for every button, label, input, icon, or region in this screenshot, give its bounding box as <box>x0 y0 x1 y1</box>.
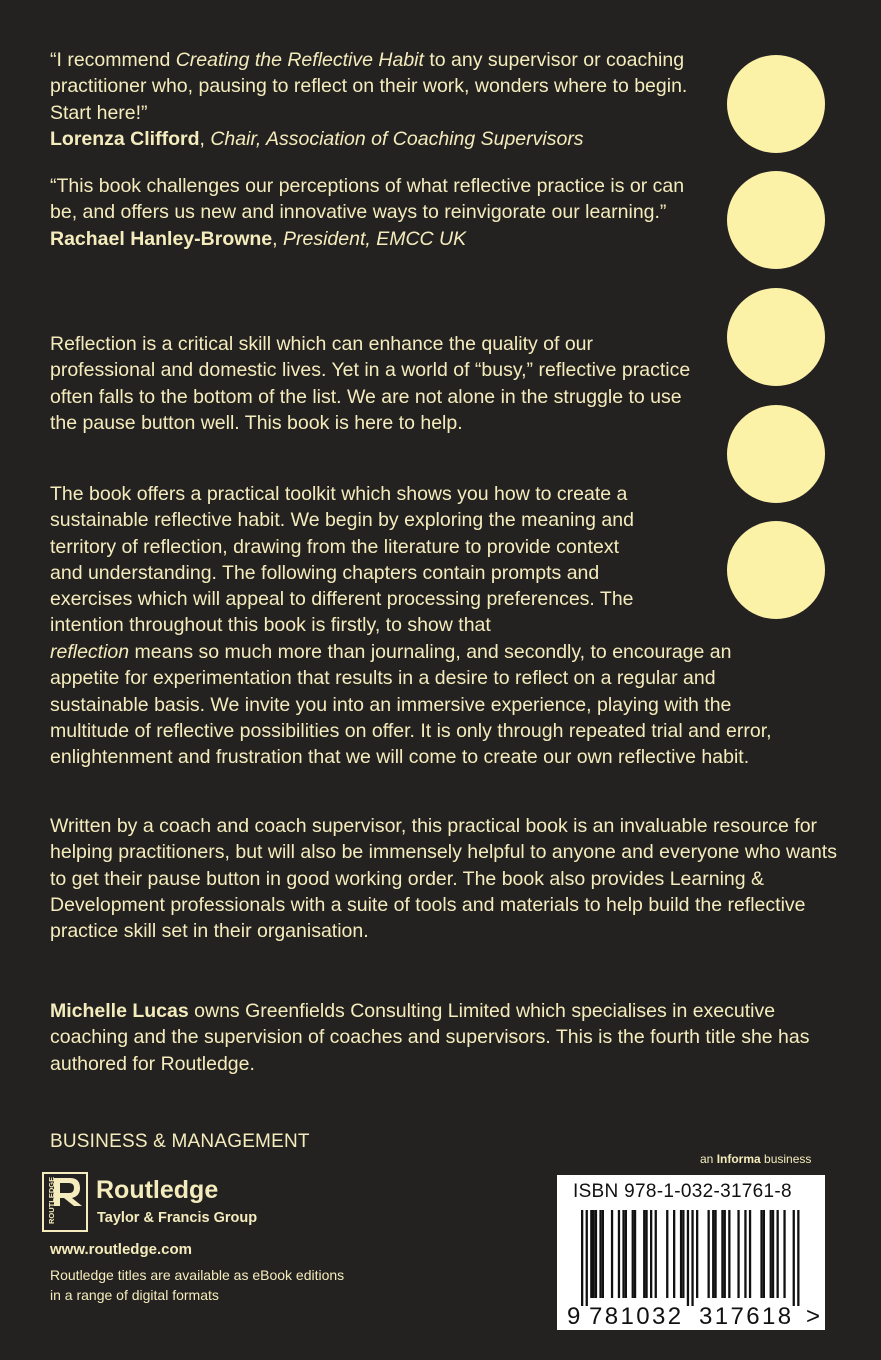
decorative-dot-5 <box>727 521 825 619</box>
barcode-bar <box>721 1210 723 1298</box>
barcode-group-1: 781032 <box>589 1303 684 1330</box>
barcode-bar <box>749 1210 751 1298</box>
barcode-group-2: 317618 <box>699 1303 794 1330</box>
description-paragraph-3: Written by a coach and coach supervisor, this practical book is an invaluable resource for helping practitioners, but will also be immensely helpful to anyone and everyone who wants to get their pause button in good working order. The book also provides Learning & Development professionals with a suite of tools and materials to help build the reflective practice skill set in their organisation. <box>50 815 837 943</box>
barcode-bar <box>737 1210 739 1298</box>
barcode-bar <box>724 1210 726 1298</box>
barcode-bar <box>714 1210 716 1298</box>
ebook-note: Routledge titles are available as eBook editions in a range of digital formats <box>50 1267 345 1303</box>
barcode-bar <box>744 1210 746 1298</box>
barcode-bar <box>590 1210 592 1298</box>
barcode-bar <box>611 1210 613 1298</box>
quote-1-book-title: Creating the Reflective Habit <box>175 49 424 71</box>
informa-pre: an <box>700 1152 717 1166</box>
barcode-bar <box>797 1210 799 1306</box>
routledge-logo-icon <box>42 1172 90 1234</box>
isbn-label: ISBN 978-1-032-31761-8 <box>573 1181 792 1202</box>
barcode-bar <box>618 1210 620 1298</box>
publisher-name: Routledge <box>96 1176 219 1204</box>
barcode-bar <box>599 1210 601 1298</box>
barcode-bar <box>777 1210 779 1298</box>
author-bio-text: owns Greenfields Consulting Limited which specialises in executive coaching and the supervision of coaches and supervisors. This is the fourth title she has authored for Routledge. <box>50 1000 810 1075</box>
logo-wordmark: ROUTLEDGE <box>47 1176 56 1224</box>
quote-1-author: Lorenza Clifford <box>50 127 200 150</box>
barcode-bar <box>772 1210 774 1298</box>
barcode-bar <box>593 1210 595 1298</box>
barcode-bar <box>696 1210 698 1298</box>
publisher-group: Taylor & Francis Group <box>97 1210 258 1226</box>
barcode-bar <box>666 1210 668 1298</box>
informa-post: business <box>760 1152 812 1166</box>
barcode-bar <box>691 1210 693 1306</box>
barcode-bar <box>622 1210 624 1298</box>
quote-1-role: Chair, Association of Coaching Supervisors <box>210 127 584 150</box>
emphasis-reflection: reflection <box>50 641 130 663</box>
quote-2: “This book challenges our perceptions of what reflective practice is or can be, and offers us new and innovative ways to reinvigorate our learning.” Rachael Hanley-Browne, President, EMCC UK <box>50 175 685 250</box>
barcode-bar <box>682 1210 684 1298</box>
barcode-bar <box>770 1210 772 1298</box>
quote-2-role: President, EMCC UK <box>283 227 467 250</box>
barcode-bar <box>760 1210 762 1298</box>
description-paragraph-2-end: means so much more than journaling, and secondly, to encourage an appetite for experimentation that results in a desire to reflect on a regular and sustainable basis. We invite you into an immersive experience, playing with the multitude of reflective possibilities on offer. It is only through repeated trial and error, enlightenment and frustration that we will come to create our own reflective habit. <box>50 641 772 769</box>
quote-1-text-end: to any supervisor or coaching practitioner who, pausing to reflect on their work, wonders where to begin. Start here!” <box>50 49 688 124</box>
quote-1: “I recommend Creating the Reflective Habit to any supervisor or coaching practitioner who, pausing to reflect on their work, wonders where to begin. Start here!” Lorenza Clifford, Chair, Association of Coaching Supervisors <box>50 49 688 150</box>
publisher-website[interactable]: www.routledge.com <box>50 1241 192 1258</box>
informa-tagline <box>700 1152 811 1166</box>
quote-2-text: “This book challenges our perceptions of what reflective practice is or can be, and offers us new and innovative ways to reinvigorate our learning.” <box>50 175 685 224</box>
barcode-lead-digit: 9 <box>567 1303 581 1330</box>
barcode-icon <box>557 1208 825 1330</box>
barcode-bar <box>602 1210 604 1298</box>
barcode-bar <box>581 1210 583 1306</box>
barcode-bar <box>712 1210 714 1298</box>
barcode-bar <box>595 1210 597 1298</box>
barcode-bar <box>763 1210 765 1298</box>
barcode-bar <box>728 1210 730 1298</box>
isbn-barcode-box <box>557 1175 825 1330</box>
informa-brand: Informa <box>716 1152 761 1166</box>
decorative-dot-1 <box>727 55 825 153</box>
barcode-bar <box>643 1210 645 1298</box>
author-name: Michelle Lucas <box>50 1000 189 1022</box>
quote-1-text: “I recommend <box>50 49 176 71</box>
barcode-bar <box>708 1210 710 1298</box>
barcode-bar <box>673 1210 675 1298</box>
barcode-bar <box>793 1210 795 1306</box>
description-paragraph-2a: The book offers a practical toolkit which shows you how to create a sustainable reflective habit. We begin by exploring the meaning and territory of reflection, drawing from the literature to provide context and understanding. The following chapters contain prompts and exercises which will appeal to different processing preferences. The intention throughout this book is firstly, to show that <box>50 483 634 637</box>
barcode-bar <box>650 1210 652 1298</box>
barcode-bar <box>687 1210 689 1306</box>
barcode-bar <box>655 1210 657 1298</box>
description-paragraph-1: Reflection is a critical skill which can enhance the quality of our professional and domestic lives. Yet in a world of “busy,” reflective practice often falls to the bottom of the list. We are not alone in the struggle to use the pause button well. This book is here to help. <box>50 333 691 434</box>
barcode-quiet-mark: > <box>806 1303 821 1330</box>
category-label: BUSINESS & MANAGEMENT <box>50 1131 310 1152</box>
barcode-bar <box>632 1210 634 1298</box>
author-bio <box>50 998 830 1077</box>
decorative-dot-2 <box>727 171 825 269</box>
decorative-dot-3 <box>727 288 825 386</box>
barcode-bar <box>586 1210 588 1306</box>
barcode-bar <box>634 1210 636 1298</box>
barcode-bar <box>645 1210 647 1298</box>
barcode-bar <box>680 1210 682 1298</box>
quote-2-author: Rachael Hanley-Browne <box>50 227 273 250</box>
description-paragraph-2b <box>50 639 790 770</box>
barcode-bar <box>625 1210 627 1298</box>
decorative-dot-4 <box>727 405 825 503</box>
barcode-bar <box>783 1210 785 1298</box>
